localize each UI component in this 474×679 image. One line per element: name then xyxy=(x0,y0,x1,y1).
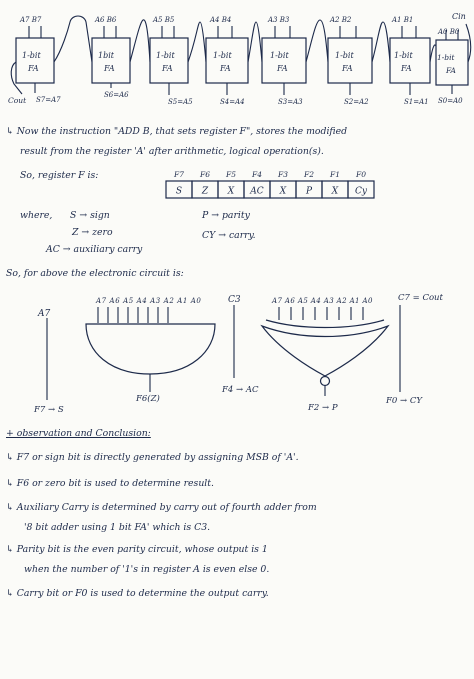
sign-output-label: F7 → S xyxy=(34,405,64,415)
note-line-1: ↳ Now the instruction "ADD B, that sets register F", stores the modified xyxy=(6,126,348,137)
flag-cell-x: X xyxy=(227,186,235,197)
a7-wire-label: A7 xyxy=(38,309,51,319)
adder-2-name: 1-bit xyxy=(335,51,354,60)
flag-cell-x: X xyxy=(331,186,339,197)
flag-cell-x: X xyxy=(279,186,287,197)
adder-7-sum: S7=A7 xyxy=(36,96,61,104)
adder-5-inputs: A5 B5 xyxy=(153,16,175,24)
adder-1-sum: S1=A1 xyxy=(404,98,429,106)
adder-7-fa: FA xyxy=(28,64,39,73)
full-adder-6 xyxy=(92,16,130,99)
flag-cell-s: S xyxy=(175,186,183,197)
observation-item-7: ↳ Carry bit or F0 is used to determine the output carry. xyxy=(6,588,269,599)
adder-2-sum: S2=A2 xyxy=(344,98,369,106)
full-adder-2 xyxy=(328,16,372,106)
adder-chain xyxy=(8,12,471,106)
adder-1-fa: FA xyxy=(401,64,412,73)
legend-carry: CY → carry. xyxy=(202,230,256,241)
observation-item-2: ↳ F6 or zero bit is used to determine result. xyxy=(6,478,214,489)
flag-cell-ac: AC xyxy=(250,186,264,197)
flag-bit-label: F7 xyxy=(174,170,184,179)
full-adder-4 xyxy=(206,16,248,106)
flag-bit-label: F0 xyxy=(356,170,366,179)
full-adder-1 xyxy=(390,16,430,106)
zero-output-label: F6(Z) xyxy=(136,394,160,404)
note-line-3: So, register F is: xyxy=(20,170,99,181)
legend-zero: Z → zero xyxy=(72,227,113,238)
flag-bit-label: F6 xyxy=(200,170,210,179)
adder-5-fa: FA xyxy=(162,64,173,73)
flag-bit-label: F2 xyxy=(304,170,314,179)
adder-2-inputs: A2 B2 xyxy=(330,16,352,24)
flag-bit-label: F3 xyxy=(278,170,288,179)
parity-gate-inputs: A7 A6 A5 A4 A3 A2 A1 A0 xyxy=(272,297,373,305)
observation-item-3: ↳ Auxiliary Carry is determined by carry out of fourth adder from xyxy=(6,502,317,513)
adder-1-name: 1-bit xyxy=(394,51,413,60)
observation-item-6: when the number of '1's in register A is even else 0. xyxy=(24,564,270,575)
full-adder-7 xyxy=(11,16,61,104)
adder-5-sum: S5=A5 xyxy=(168,98,193,106)
flag-cell-p: P xyxy=(305,186,313,197)
full-adder-0 xyxy=(436,24,471,105)
adder-3-sum: S3=A3 xyxy=(278,98,303,106)
cy-output-label: F0 → CY xyxy=(386,396,422,406)
legend-sign: S → sign xyxy=(70,210,110,221)
legend-parity: P → parity xyxy=(202,210,250,221)
flag-cell-cy: Cy xyxy=(355,186,367,197)
parity-xnor-gate xyxy=(262,297,388,413)
cout-wire-label: C7 = Cout xyxy=(398,293,443,303)
full-adder-3 xyxy=(262,16,306,106)
adder-4-sum: S4=A4 xyxy=(220,98,245,106)
zero-nor-gate xyxy=(86,297,215,404)
ac-output-label: F4 → AC xyxy=(222,385,259,395)
zero-gate-inputs: A7 A6 A5 A4 A3 A2 A1 A0 xyxy=(96,297,202,305)
carry-out-label: Cout xyxy=(8,96,27,105)
observation-item-4: '8 bit adder using 1 bit FA' which is C3. xyxy=(24,522,211,533)
adder-6-name: 1bit xyxy=(98,51,114,60)
adder-3-fa: FA xyxy=(277,64,288,73)
parity-output-label: F2 → P xyxy=(308,403,338,413)
legend-aux-carry: AC → auxiliary carry xyxy=(46,244,143,255)
c3-wire-label: C3 xyxy=(228,295,241,305)
adder-0-inputs: A0 B0 xyxy=(438,28,460,36)
adder-7-name: 1-bit xyxy=(22,51,41,60)
observation-item-5: ↳ Parity bit is the even parity circuit, whose output is 1 xyxy=(6,544,268,555)
circuit-intro: So, for above the electronic circuit is: xyxy=(6,268,184,279)
adder-0-fa: FA xyxy=(446,66,456,75)
observation-heading: + observation and Conclusion: xyxy=(6,428,151,439)
adder-6-fa: FA xyxy=(104,64,115,73)
adder-6-sum: S6=A6 xyxy=(104,91,129,99)
full-adder-5 xyxy=(150,16,193,106)
observation-item-1: ↳ F7 or sign bit is directly generated by assigning MSB of 'A'. xyxy=(6,452,299,463)
legend-where: where, xyxy=(20,210,53,221)
adder-6-inputs: A6 B6 xyxy=(95,16,117,24)
adder-4-fa: FA xyxy=(220,64,231,73)
adder-4-inputs: A4 B4 xyxy=(210,16,232,24)
adder-0-name: 1-bit xyxy=(437,53,455,62)
adder-4-name: 1-bit xyxy=(213,51,232,60)
flag-bit-label: F5 xyxy=(226,170,236,179)
carry-in-label: Cin xyxy=(452,12,466,21)
adder-3-name: 1-bit xyxy=(270,51,289,60)
flag-circuits xyxy=(33,293,444,415)
adder-5-name: 1-bit xyxy=(156,51,175,60)
adder-3-inputs: A3 B3 xyxy=(268,16,290,24)
flag-bit-label: F4 xyxy=(252,170,262,179)
flag-cell-z: Z xyxy=(201,186,209,197)
flag-register xyxy=(166,170,374,198)
adder-1-inputs: A1 B1 xyxy=(392,16,414,24)
adder-7-inputs: A7 B7 xyxy=(20,16,42,24)
adder-0-sum: S0=A0 xyxy=(438,97,463,105)
flag-bit-label: F1 xyxy=(330,170,340,179)
note-line-2: result from the register 'A' after arithmetic, logical operation(s). xyxy=(20,146,324,157)
adder-2-fa: FA xyxy=(342,64,353,73)
